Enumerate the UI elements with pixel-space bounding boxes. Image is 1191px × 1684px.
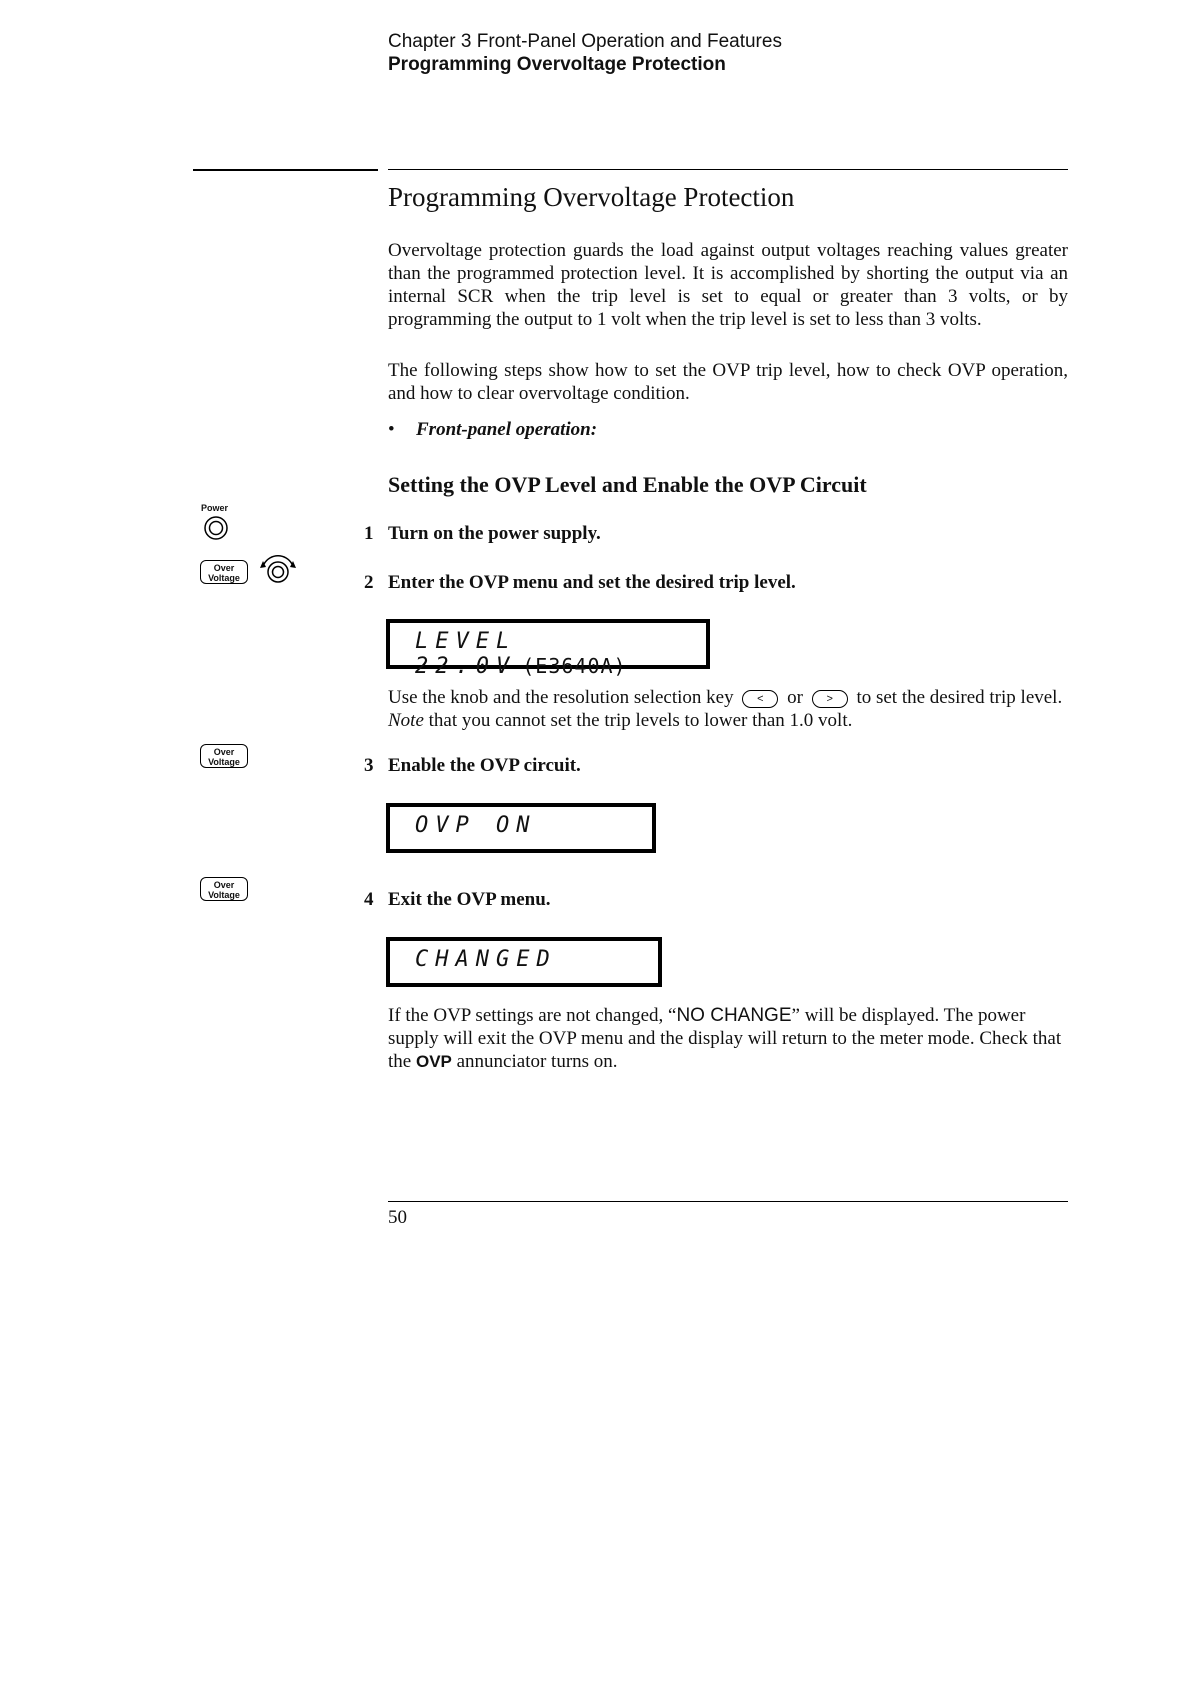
key-label-voltage: Voltage <box>208 890 240 900</box>
footer-rule <box>388 1201 1068 1202</box>
key-label-over: Over <box>213 563 235 573</box>
over-voltage-key-icon <box>200 877 248 901</box>
model-label: (E3640A) <box>522 654 627 678</box>
key-label-voltage: Voltage <box>208 757 240 767</box>
step-number: 3 <box>364 755 374 776</box>
no-change-label: NO CHANGE <box>676 1005 792 1026</box>
step-2 <box>364 572 796 594</box>
subheading: Setting the OVP Level and Enable the OVP Circuit <box>388 472 867 497</box>
final-text-3: annunciator turns on. <box>456 1051 618 1072</box>
step-3 <box>364 755 581 777</box>
left-arrow-key-icon: < <box>742 690 778 708</box>
lcd-level-value: LEVEL 22.0V <box>415 629 517 679</box>
note-or: or <box>787 687 803 708</box>
lcd-text <box>415 629 706 679</box>
over-voltage-key-icon <box>200 744 248 768</box>
power-button-icon <box>204 516 228 545</box>
intro-paragraph: Overvoltage protection guards the load against output voltages reaching values greater than the programmed protection level. It is accomplished by shorting the output via an internal SCR when the trip level is set to equal or greater than 3 volts, or by programming the output to 1 volt when the trip level is set to less than 3 volts. <box>388 240 1068 330</box>
knob-note <box>388 686 1068 732</box>
lcd-display-changed <box>386 937 662 987</box>
step-number: 1 <box>364 523 374 544</box>
key-label-over: Over <box>213 880 235 890</box>
left-rule <box>193 169 378 171</box>
final-text-1: If the OVP settings are not changed, “ <box>388 1005 677 1026</box>
over-voltage-key-icon <box>200 560 248 584</box>
bullet-item <box>388 419 597 441</box>
lcd-text: OVP ON <box>415 813 537 838</box>
bullet-text: Front-panel operation: <box>416 419 598 440</box>
note-text-1: Use the knob and the resolution selection key <box>388 687 734 708</box>
main-rule <box>388 169 1068 170</box>
step-number: 2 <box>364 572 374 593</box>
lcd-text: CHANGED <box>415 947 557 972</box>
section-header: Programming Overvoltage Protection <box>388 54 726 75</box>
power-label: Power <box>201 503 229 513</box>
step-text: Exit the OVP menu. <box>388 889 551 910</box>
note-word: Note <box>388 710 424 731</box>
key-label-voltage: Voltage <box>208 573 240 583</box>
lcd-display-ovp-on <box>386 803 656 853</box>
knob-icon <box>256 554 300 593</box>
lcd-display-level <box>386 619 710 679</box>
note-text-3: that you cannot set the trip levels to lower than 1.0 volt. <box>428 710 853 731</box>
step-text: Enter the OVP menu and set the desired trip level. <box>388 572 796 593</box>
page-number: 50 <box>388 1207 407 1228</box>
ovp-annunciator-label: OVP <box>415 1052 452 1071</box>
final-paragraph <box>388 1004 1068 1073</box>
right-arrow-key-icon: > <box>812 690 848 708</box>
step-text: Turn on the power supply. <box>388 523 601 544</box>
step-4 <box>364 889 551 911</box>
key-label-over: Over <box>213 747 235 757</box>
step-1 <box>364 523 601 545</box>
step-number: 4 <box>364 889 374 910</box>
bullet-dot: • <box>388 419 395 440</box>
final-text-2: ” will be displayed. The power supply will exit the OVP menu and the display will return to the meter mode. Check that the <box>388 1005 1062 1072</box>
page-title: Programming Overvoltage Protection <box>388 182 795 212</box>
step-text: Enable the OVP circuit. <box>388 755 581 776</box>
steps-intro-paragraph: The following steps show how to set the OVP trip level, how to check OVP operation, and how to clear overvoltage condition. <box>388 360 1068 404</box>
chapter-header: Chapter 3 Front-Panel Operation and Features <box>388 31 782 52</box>
note-text-2: to set the desired trip level. <box>856 687 1063 708</box>
